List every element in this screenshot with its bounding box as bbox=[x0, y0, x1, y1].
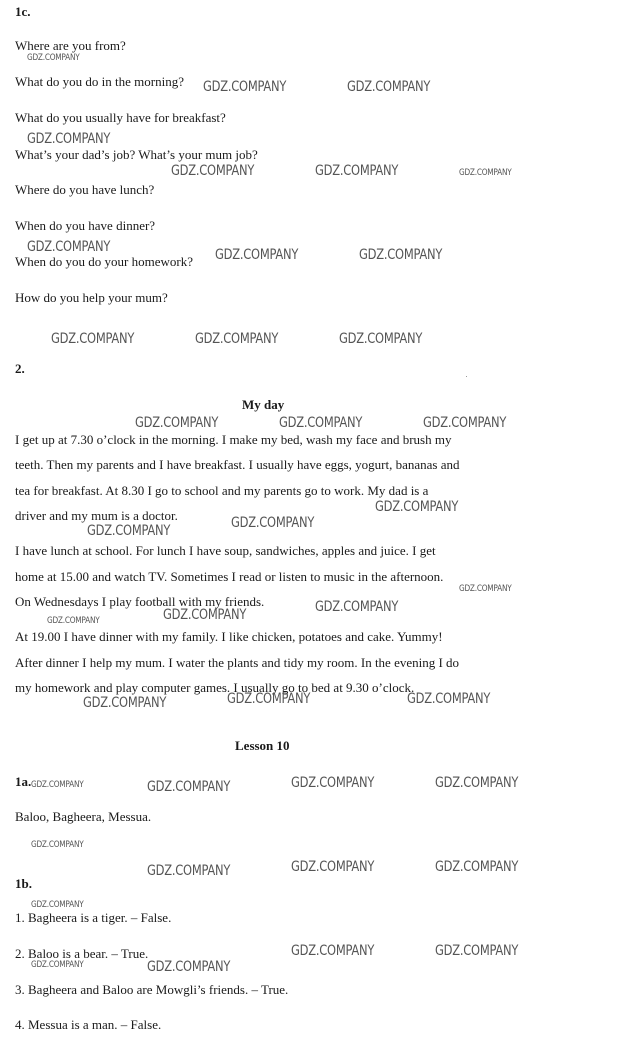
watermark: GDZ.COMPANY bbox=[291, 943, 375, 959]
stray-dot bbox=[466, 376, 467, 377]
exercise-1a-answer: Baloo, Bagheera, Messua. bbox=[15, 809, 152, 824]
watermark: GDZ.COMPANY bbox=[51, 331, 135, 347]
watermark: GDZ.COMPANY bbox=[459, 584, 512, 594]
answer-3: 3. Bagheera and Baloo are Mowgli’s friends. – True. bbox=[15, 982, 289, 997]
watermark: GDZ.COMPANY bbox=[231, 515, 315, 531]
essay-line-9: After dinner I help my mum. I water the plants and tidy my room. In the evening I do bbox=[15, 655, 460, 670]
question-2: What do you do in the morning? bbox=[15, 74, 184, 89]
watermark: GDZ.COMPANY bbox=[459, 168, 512, 178]
watermark: GDZ.COMPANY bbox=[435, 775, 519, 791]
question-8: How do you help your mum? bbox=[15, 290, 168, 305]
watermark: GDZ.COMPANY bbox=[27, 53, 80, 63]
watermark: GDZ.COMPANY bbox=[171, 163, 255, 179]
watermark: GDZ.COMPANY bbox=[31, 780, 84, 790]
watermark: GDZ.COMPANY bbox=[435, 859, 519, 875]
essay-line-3: tea for breakfast. At 8.30 I go to school and my parents go to work. My dad is a bbox=[15, 483, 429, 498]
watermark: GDZ.COMPANY bbox=[227, 691, 311, 707]
watermark: GDZ.COMPANY bbox=[195, 331, 279, 347]
watermark: GDZ.COMPANY bbox=[147, 959, 231, 975]
watermark: GDZ.COMPANY bbox=[215, 247, 299, 263]
essay-line-7: On Wednesdays I play football with my friends. bbox=[15, 594, 265, 609]
watermark: GDZ.COMPANY bbox=[315, 163, 399, 179]
question-3: What do you usually have for breakfast? bbox=[15, 110, 226, 125]
watermark: GDZ.COMPANY bbox=[291, 775, 375, 791]
question-7: When do you do your homework? bbox=[15, 254, 193, 269]
watermark: GDZ.COMPANY bbox=[375, 499, 459, 515]
question-1: Where are you from? bbox=[15, 38, 126, 53]
essay-line-10: my homework and play computer games. I usually go to bed at 9.30 o’clock. bbox=[15, 680, 415, 695]
watermark: GDZ.COMPANY bbox=[339, 331, 423, 347]
question-5: Where do you have lunch? bbox=[15, 182, 155, 197]
essay-line-4: driver and my mum is a doctor. bbox=[15, 508, 178, 523]
exercise-2-heading: 2. bbox=[15, 361, 25, 376]
watermark: GDZ.COMPANY bbox=[359, 247, 443, 263]
essay-title: My day bbox=[242, 397, 285, 412]
watermark: GDZ.COMPANY bbox=[27, 131, 111, 147]
watermark: GDZ.COMPANY bbox=[347, 79, 431, 95]
watermark: GDZ.COMPANY bbox=[31, 960, 84, 970]
question-6: When do you have dinner? bbox=[15, 218, 156, 233]
essay-line-5: I have lunch at school. For lunch I have soup, sandwiches, apples and juice. I get bbox=[15, 543, 436, 558]
exercise-1b-heading: 1b. bbox=[15, 876, 32, 891]
watermark: GDZ.COMPANY bbox=[31, 840, 84, 850]
watermark: GDZ.COMPANY bbox=[291, 859, 375, 875]
watermark: GDZ.COMPANY bbox=[87, 523, 171, 539]
watermark: GDZ.COMPANY bbox=[47, 616, 100, 626]
essay-line-8: At 19.00 I have dinner with my family. I like chicken, potatoes and cake. Yummy! bbox=[15, 629, 443, 644]
answer-1: 1. Bagheera is a tiger. – False. bbox=[15, 910, 172, 925]
answer-2: 2. Baloo is a bear. – True. bbox=[15, 946, 149, 961]
watermark: GDZ.COMPANY bbox=[163, 607, 247, 623]
watermark: GDZ.COMPANY bbox=[203, 79, 287, 95]
watermark: GDZ.COMPANY bbox=[147, 779, 231, 795]
watermark: GDZ.COMPANY bbox=[423, 415, 507, 431]
exercise-1c-heading: 1c. bbox=[15, 4, 31, 19]
watermark: GDZ.COMPANY bbox=[135, 415, 219, 431]
question-4: What’s your dad’s job? What’s your mum job? bbox=[15, 147, 258, 162]
watermark: GDZ.COMPANY bbox=[83, 695, 167, 711]
watermark: GDZ.COMPANY bbox=[31, 900, 84, 910]
exercise-1a-heading: 1a. bbox=[15, 774, 32, 789]
watermark: GDZ.COMPANY bbox=[27, 239, 111, 255]
essay-line-6: home at 15.00 and watch TV. Sometimes I read or listen to music in the afternoon. bbox=[15, 569, 444, 584]
watermark: GDZ.COMPANY bbox=[279, 415, 363, 431]
watermark: GDZ.COMPANY bbox=[315, 599, 399, 615]
essay-line-1: I get up at 7.30 o’clock in the morning. I make my bed, wash my face and brush my bbox=[15, 432, 452, 447]
essay-line-2: teeth. Then my parents and I have breakfast. I usually have eggs, yogurt, bananas and bbox=[15, 457, 460, 472]
lesson-title: Lesson 10 bbox=[235, 738, 290, 753]
watermark: GDZ.COMPANY bbox=[435, 943, 519, 959]
answer-4: 4. Messua is a man. – False. bbox=[15, 1017, 162, 1032]
watermark: GDZ.COMPANY bbox=[147, 863, 231, 879]
watermark: GDZ.COMPANY bbox=[407, 691, 491, 707]
